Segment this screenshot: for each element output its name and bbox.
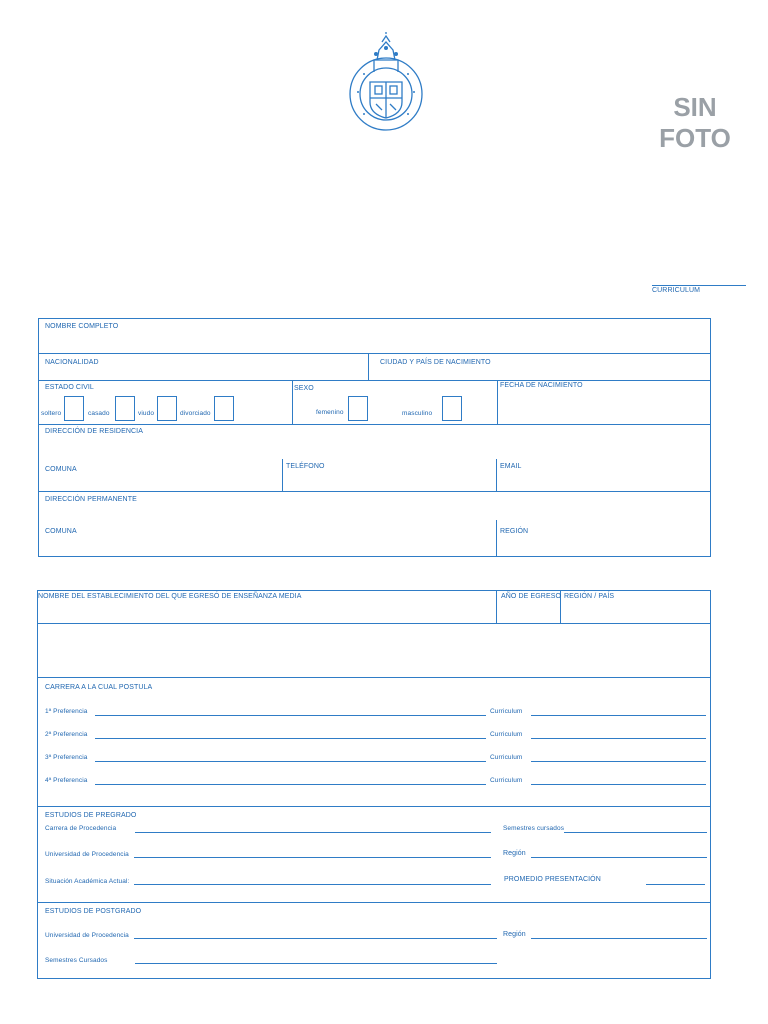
region-pregrado-field[interactable] [531, 857, 707, 858]
universidad-procedencia-label: Universidad de Procedencia [45, 851, 129, 858]
establecimiento-field[interactable] [39, 625, 709, 675]
curriculum-1-label: Curriculum [490, 708, 523, 715]
curriculum-1-field[interactable] [531, 715, 706, 716]
preferencia-4-label: 4ª Preferencia [45, 777, 88, 784]
sexo-masculino-checkbox[interactable] [442, 396, 462, 421]
anio-egreso-label: AÑO DE EGRESO [501, 593, 562, 600]
nacionalidad-field[interactable] [40, 368, 366, 379]
estado-casado-label: casado [88, 410, 110, 417]
fecha-nacimiento-field[interactable] [499, 391, 709, 423]
preferencia-2-label: 2ª Preferencia [45, 731, 88, 738]
comuna-permanente-label: COMUNA [45, 528, 77, 535]
estado-divorciado-checkbox[interactable] [214, 396, 234, 421]
direccion-residencia-field[interactable] [40, 437, 709, 458]
preferencia-3-field[interactable] [95, 761, 486, 762]
estado-soltero-label: soltero [41, 410, 62, 417]
sexo-masculino-label: masculino [402, 410, 433, 417]
semestres-cursados-field[interactable] [564, 832, 707, 833]
carrera-postula-title: CARRERA A LA CUAL POSTULA [45, 684, 153, 691]
region-label: REGIÓN [500, 528, 529, 535]
curriculum-label: CURRICULUM [652, 287, 701, 294]
sexo-femenino-label: femenino [316, 409, 344, 416]
postgrado-title: ESTUDIOS DE POSTGRADO [45, 908, 142, 915]
universidad-procedencia-field[interactable] [134, 857, 491, 858]
universidad-procedencia-postgrado-label: Universidad de Procedencia [45, 932, 129, 939]
telefono-label: TELÉFONO [286, 463, 325, 470]
fecha-nacimiento-label: FECHA DE NACIMIENTO [500, 382, 583, 389]
region-pregrado-label: Región [503, 850, 526, 857]
ciudad-pais-nacimiento-field[interactable] [370, 368, 709, 379]
email-label: EMAIL [500, 463, 522, 470]
estado-civil-label: ESTADO CIVIL [45, 384, 94, 391]
preferencia-2-field[interactable] [95, 738, 486, 739]
region-postgrado-field[interactable] [531, 938, 707, 939]
university-seal-logo [346, 32, 426, 134]
curriculum-4-field[interactable] [531, 784, 706, 785]
ciudad-pais-nacimiento-label: CIUDAD Y PAÍS DE NACIMIENTO [380, 359, 491, 366]
semestres-cursados-postgrado-label: Semestres Cursados [45, 957, 108, 964]
promedio-presentacion-label: PROMEDIO PRESENTACIÓN [504, 876, 601, 883]
estado-viudo-checkbox[interactable] [157, 396, 177, 421]
semestres-cursados-postgrado-field[interactable] [135, 963, 497, 964]
establecimiento-label: NOMBRE DEL ESTABLECIMIENTO DEL QUE EGRESÓ DE ENSEÑANZA MEDIA [38, 593, 302, 600]
situacion-academica-field[interactable] [134, 884, 491, 885]
photo-placeholder-line-2: FOTO [659, 123, 731, 153]
curriculum-4-label: Curriculum [490, 777, 523, 784]
sexo-femenino-checkbox[interactable] [348, 396, 368, 421]
carrera-procedencia-field[interactable] [135, 832, 491, 833]
estado-soltero-checkbox[interactable] [64, 396, 84, 421]
nacionalidad-label: NACIONALIDAD [45, 359, 99, 366]
estado-divorciado-label: divorciado [180, 410, 211, 417]
direccion-permanente-label: DIRECCIÓN PERMANENTE [45, 496, 137, 503]
sexo-label: SEXO [294, 385, 314, 392]
direccion-residencia-label: DIRECCIÓN DE RESIDENCIA [45, 428, 143, 435]
region-pais-label: REGIÓN / PAÍS [564, 593, 615, 600]
curriculum-2-field[interactable] [531, 738, 706, 739]
region-postgrado-label: Región [503, 931, 526, 938]
semestres-cursados-label: Semestres cursados [503, 825, 565, 832]
nombre-completo-field[interactable] [40, 332, 709, 352]
estado-viudo-label: viudo [138, 410, 155, 417]
preferencia-3-label: 3ª Preferencia [45, 754, 88, 761]
situacion-academica-label: Situación Académica Actual: [45, 878, 130, 885]
preferencia-1-label: 1ª Preferencia [45, 708, 88, 715]
curriculum-3-field[interactable] [531, 761, 706, 762]
comuna-label: COMUNA [45, 466, 77, 473]
nombre-completo-label: NOMBRE COMPLETO [45, 323, 119, 330]
carrera-procedencia-label: Carrera de Procedencia [45, 825, 117, 832]
curriculum-2-label: Curriculum [490, 731, 523, 738]
direccion-permanente-field[interactable] [40, 505, 709, 519]
universidad-procedencia-postgrado-field[interactable] [134, 938, 497, 939]
photo-placeholder [640, 92, 750, 154]
promedio-presentacion-field[interactable] [646, 884, 705, 885]
preferencia-4-field[interactable] [95, 784, 486, 785]
estado-casado-checkbox[interactable] [115, 396, 135, 421]
curriculum-3-label: Curriculum [490, 754, 523, 761]
photo-placeholder-line-1: SIN [673, 92, 717, 122]
preferencia-1-field[interactable] [95, 715, 486, 716]
pregrado-title: ESTUDIOS DE PREGRADO [45, 812, 137, 819]
